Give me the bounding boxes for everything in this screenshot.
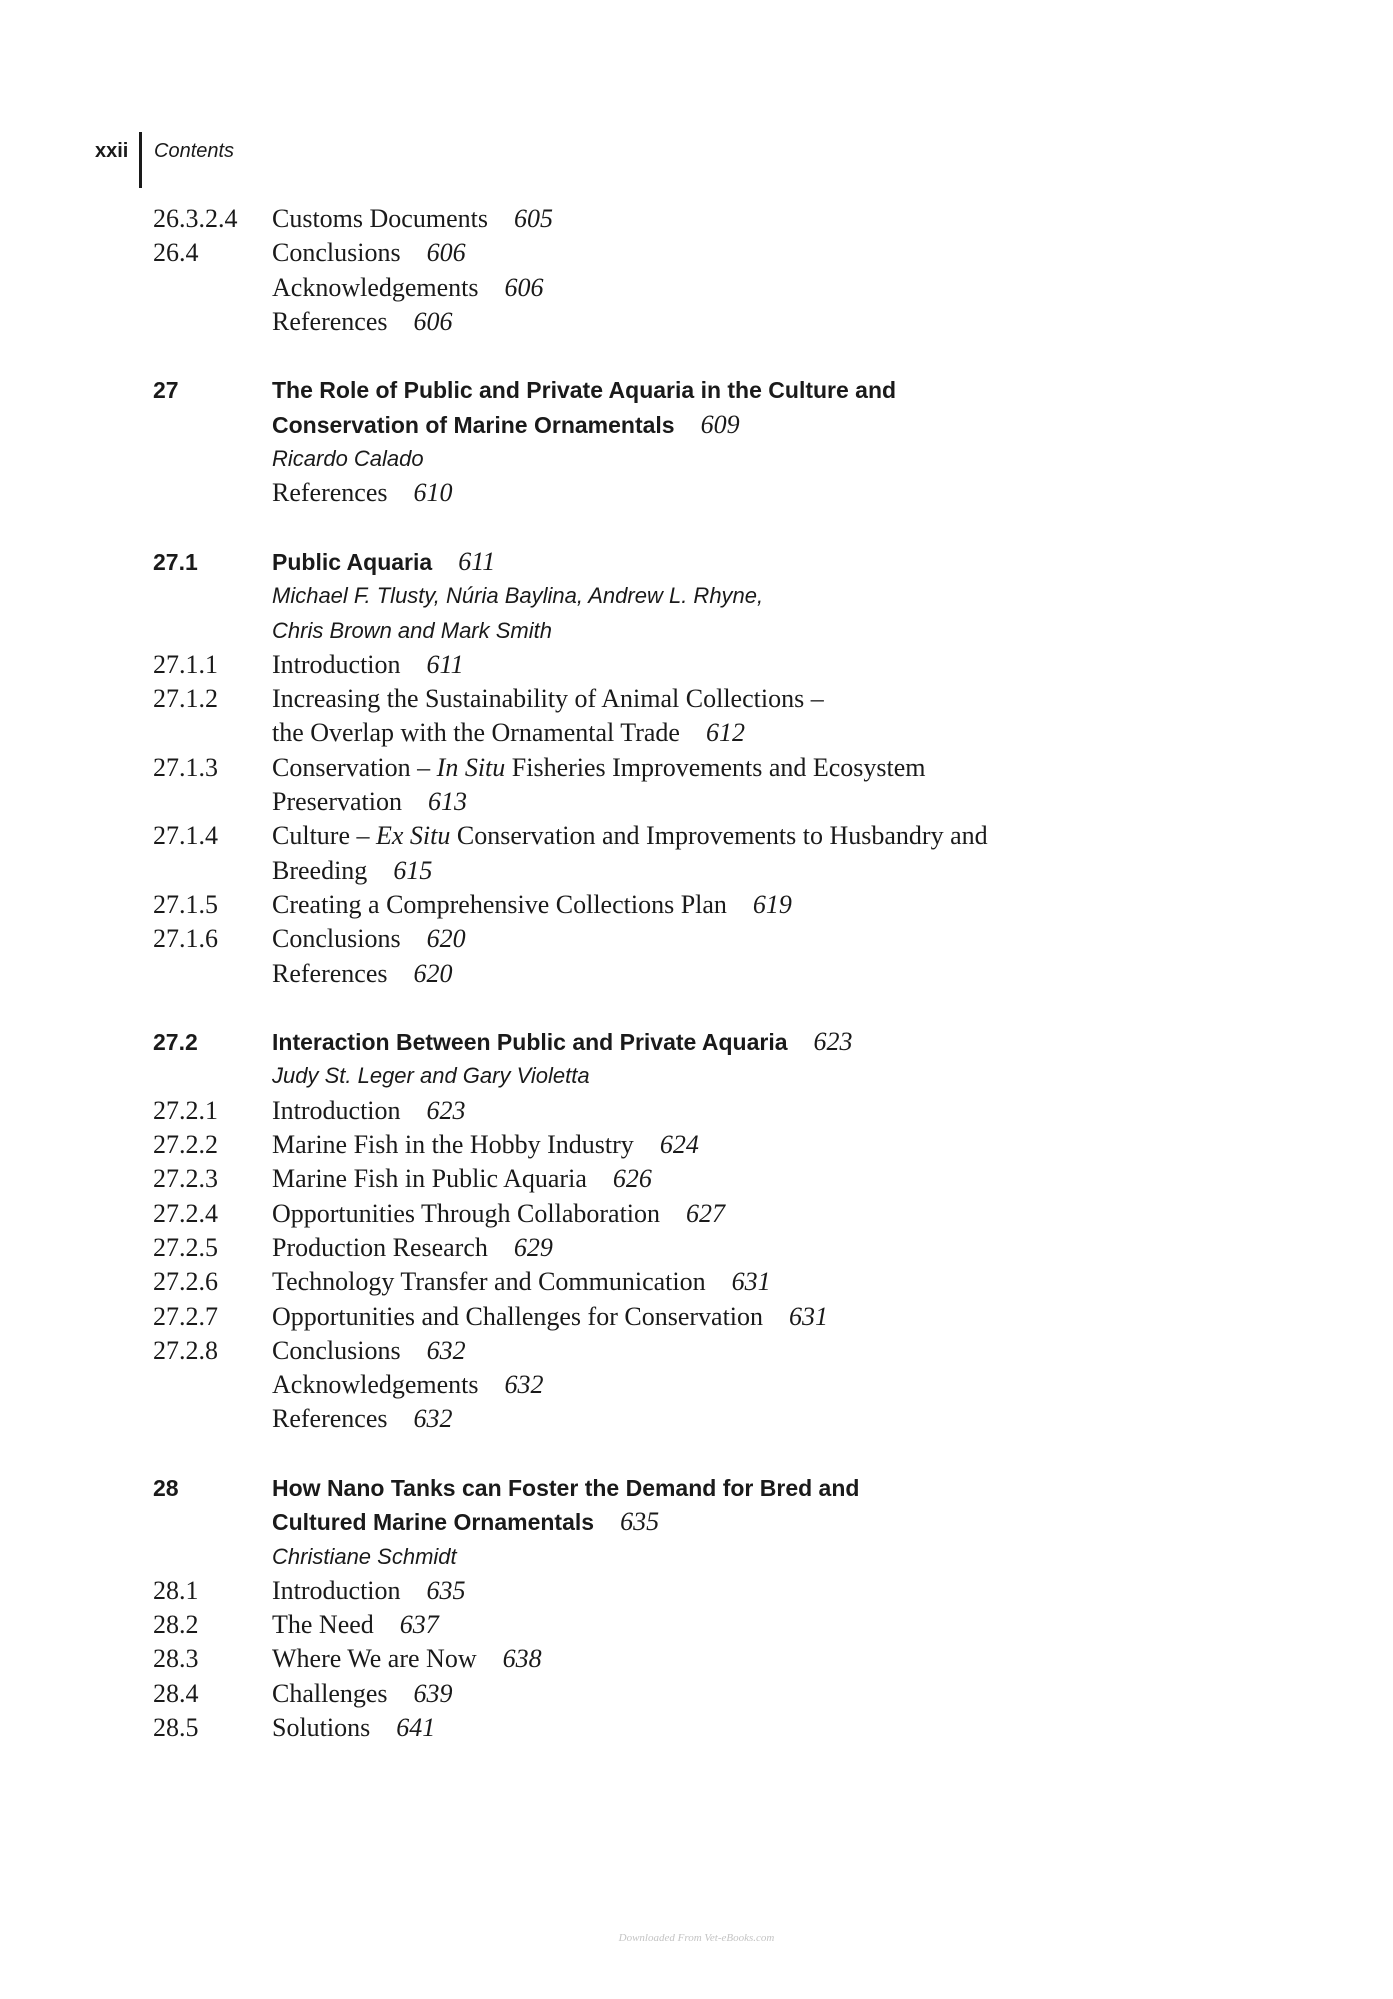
entry-number: 26.3.2.4 <box>153 204 238 233</box>
entry-title: Conservation and Improvements to Husbandry and <box>450 821 988 851</box>
entry-page: 637 <box>399 1610 439 1640</box>
entry-title: Opportunities Through Collaboration <box>272 1198 661 1228</box>
entry-title-emphasis: Ex Situ <box>376 821 451 851</box>
toc-entry <box>153 682 1253 751</box>
chapter-entry <box>153 373 1253 510</box>
toc-entry <box>153 922 1253 956</box>
entry-title: Acknowledgements <box>272 272 479 302</box>
toc-entry <box>153 1642 1253 1676</box>
entry-page: 635 <box>620 1507 660 1537</box>
chapter-title-line: How Nano Tanks can Foster the Demand for Bred and <box>272 1474 860 1501</box>
entry-number: 28.2 <box>153 1610 199 1640</box>
entry-page: 611 <box>426 649 464 679</box>
footer-watermark: Downloaded From Vet-eBooks.com <box>618 1932 775 1944</box>
entry-page: 635 <box>426 1575 466 1605</box>
chapter-number: 27 <box>153 377 179 404</box>
chapter-title-line: The Role of Public and Private Aquaria in the Culture and <box>272 377 897 404</box>
section-title: Interaction Between Public and Private Aquaria <box>272 1029 788 1056</box>
entry-page: 606 <box>413 306 453 336</box>
entry-title: Where We are Now <box>272 1644 477 1674</box>
section-title: Public Aquaria <box>272 548 433 575</box>
entry-number: 27.1.3 <box>153 752 218 782</box>
entry-number: 28.5 <box>153 1713 199 1743</box>
entry-number: 27.1.5 <box>153 889 218 919</box>
entry-page: 638 <box>502 1644 542 1674</box>
entry-title: Conservation – <box>272 752 437 782</box>
entry-page: 609 <box>700 409 740 439</box>
entry-number: 27.2.1 <box>153 1095 218 1125</box>
entry-page: 632 <box>413 1404 453 1434</box>
entry-title: Preservation <box>272 787 402 817</box>
toc-entry <box>153 1711 1253 1745</box>
entry-title: Introduction <box>272 1575 401 1605</box>
entry-title: Solutions <box>272 1713 371 1743</box>
entry-page: 606 <box>504 272 544 302</box>
entry-title: Conclusions <box>272 238 401 268</box>
toc-entry <box>153 1162 1253 1196</box>
entry-title: Conclusions <box>272 924 401 954</box>
entry-number: 27.2.7 <box>153 1301 218 1331</box>
running-title: Contents <box>154 140 235 162</box>
section-entry <box>153 1025 1253 1094</box>
toc-entry <box>153 1334 1253 1368</box>
entry-title: The Need <box>272 1610 374 1640</box>
toc-entry <box>153 1608 1253 1642</box>
entry-page: 619 <box>752 889 792 919</box>
toc-entry <box>153 1094 1253 1128</box>
toc-entry <box>153 648 1253 682</box>
entry-title: Introduction <box>272 649 401 679</box>
section-authors: Judy St. Leger and Gary Violetta <box>272 1063 590 1089</box>
entry-page: 623 <box>813 1027 853 1057</box>
section-authors: Chris Brown and Mark Smith <box>272 617 552 643</box>
entry-number: 27.2.5 <box>153 1232 218 1262</box>
toc-entry <box>153 1368 1253 1402</box>
entry-number: 28.1 <box>153 1575 199 1605</box>
entry-title: Culture – <box>272 821 376 851</box>
entry-number: 26.4 <box>153 238 199 268</box>
entry-page: 623 <box>426 1095 466 1125</box>
entry-page: 615 <box>393 855 433 885</box>
entry-number: 27.1.1 <box>153 649 218 679</box>
section-entry <box>153 545 1253 648</box>
entry-title: Marine Fish in the Hobby Industry <box>272 1130 634 1160</box>
entry-title: Conclusions <box>272 1335 401 1365</box>
entry-page: 641 <box>396 1713 436 1743</box>
toc-entry <box>153 305 1253 339</box>
entry-title: Fisheries Improvements and Ecosystem <box>505 752 926 782</box>
toc-entry <box>153 1231 1253 1265</box>
entry-number: 28.3 <box>153 1644 199 1674</box>
toc-entry <box>153 1677 1253 1711</box>
entry-title: Creating a Comprehensive Collections Plan <box>272 889 727 919</box>
header-divider <box>139 132 142 188</box>
entry-title: Increasing the Sustainability of Animal Collections – <box>272 684 824 714</box>
entry-number: 27.2.2 <box>153 1130 218 1160</box>
entry-page: 626 <box>612 1164 652 1194</box>
chapter-title-line: Conservation of Marine Ornamentals <box>272 411 675 438</box>
toc-entry <box>153 1574 1253 1608</box>
entry-title: Production Research <box>272 1232 488 1262</box>
toc-entry <box>153 1300 1253 1334</box>
toc-entry <box>153 1402 1253 1436</box>
entry-number: 27.1.6 <box>153 924 218 954</box>
entry-title: Acknowledgements <box>272 1370 479 1400</box>
chapter-number: 28 <box>153 1474 179 1501</box>
entry-page: 624 <box>659 1130 699 1160</box>
entry-title: Challenges <box>272 1678 388 1708</box>
chapter-author: Christiane Schmidt <box>272 1543 457 1569</box>
entry-title: the Overlap with the Ornamental Trade <box>272 718 680 748</box>
entry-page: 631 <box>731 1267 771 1297</box>
toc-entry <box>153 888 1253 922</box>
entry-page: 620 <box>426 924 466 954</box>
chapter-author: Ricardo Calado <box>272 446 424 472</box>
section-number: 27.1 <box>153 548 198 575</box>
entry-title: References <box>272 958 388 988</box>
entry-number: 27.2.8 <box>153 1335 218 1365</box>
entry-page: 629 <box>513 1232 553 1262</box>
entry-title: References <box>272 306 388 336</box>
toc-entry <box>153 1128 1253 1162</box>
entry-title: References <box>272 478 388 508</box>
entry-number: 27.2.4 <box>153 1198 218 1228</box>
entry-title: Breeding <box>272 855 368 885</box>
entry-title: Marine Fish in Public Aquaria <box>272 1164 587 1194</box>
toc-entry <box>153 202 1253 236</box>
entry-page: 632 <box>504 1370 544 1400</box>
chapter-entry <box>153 1471 1253 1574</box>
entry-page: 632 <box>426 1335 466 1365</box>
entry-page: 613 <box>427 787 467 817</box>
toc-entry <box>153 819 1253 888</box>
section-authors: Michael F. Tlusty, Núria Baylina, Andrew L. Rhyne, <box>272 583 764 609</box>
entry-page: 612 <box>705 718 745 748</box>
entry-number: 27.2.6 <box>153 1267 218 1297</box>
page-number: xxii <box>95 140 129 162</box>
entry-page: 627 <box>686 1198 726 1228</box>
entry-page: 606 <box>426 238 466 268</box>
entry-number: 27.1.4 <box>153 821 218 851</box>
entry-page: 639 <box>413 1678 453 1708</box>
toc-entry <box>153 1265 1253 1299</box>
entry-page: 631 <box>789 1301 829 1331</box>
entry-page: 605 <box>513 204 553 233</box>
entry-number: 28.4 <box>153 1678 199 1708</box>
entry-page: 610 <box>413 478 453 508</box>
chapter-title-line: Cultured Marine Ornamentals <box>272 1509 595 1536</box>
table-of-contents <box>153 202 1253 1745</box>
entry-title: Customs Documents <box>272 204 488 233</box>
entry-title-emphasis: In Situ <box>436 752 506 782</box>
entry-page: 620 <box>413 958 453 988</box>
entry-number: 27.2.3 <box>153 1164 218 1194</box>
entry-page: 611 <box>458 546 496 576</box>
section-number: 27.2 <box>153 1029 198 1056</box>
toc-entry <box>153 1197 1253 1231</box>
toc-entry <box>153 236 1253 270</box>
entry-title: Opportunities and Challenges for Conservation <box>272 1301 764 1331</box>
toc-entry <box>153 751 1253 820</box>
toc-entry <box>153 271 1253 305</box>
entry-title: Introduction <box>272 1095 401 1125</box>
entry-number: 27.1.2 <box>153 684 218 714</box>
toc-entry <box>153 957 1253 991</box>
entry-title: References <box>272 1404 388 1434</box>
entry-title: Technology Transfer and Communication <box>272 1267 706 1297</box>
